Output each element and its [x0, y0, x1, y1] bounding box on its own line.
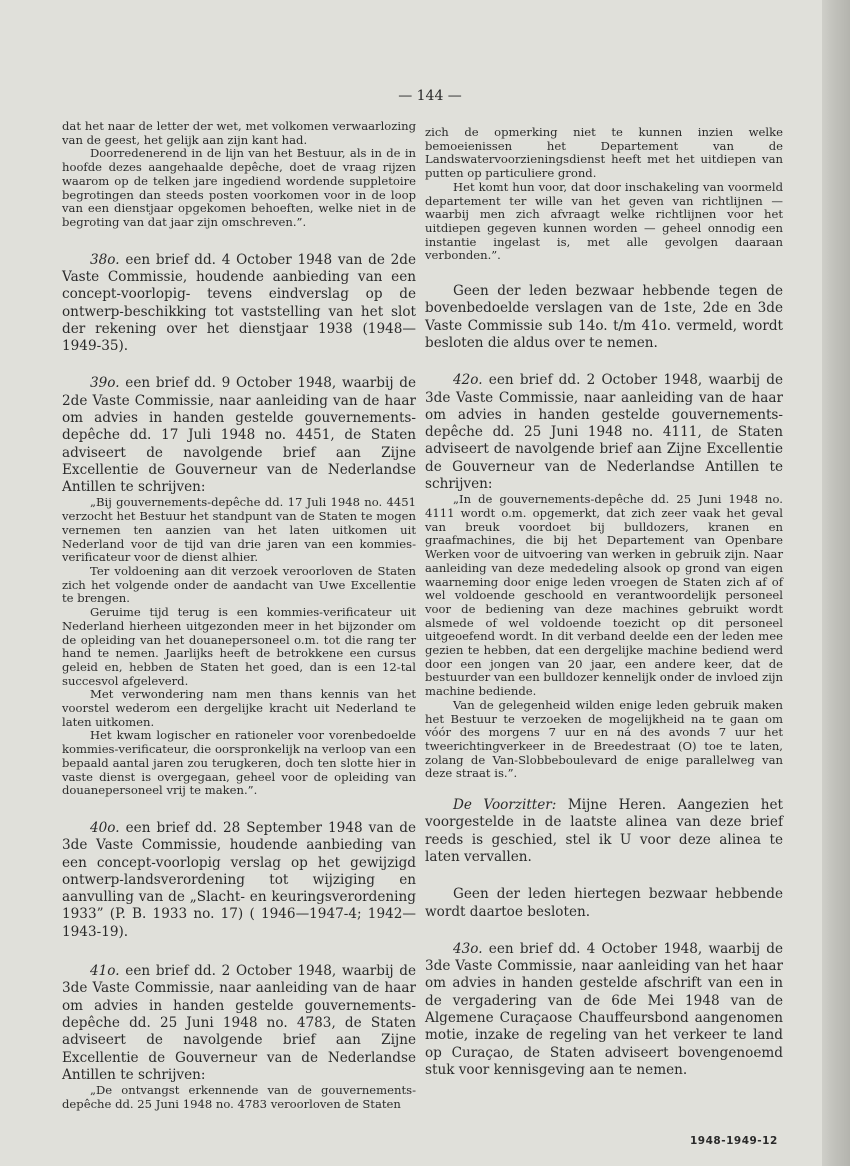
item-number: 41o. [90, 963, 120, 980]
item-text: een brief dd. 4 October 1948 van de 2de Vaste Commissie, houdende aanbieding van een concept-voorlopig- tevens eindverslag op de ontwerp-beschikking tot vaststelling van het slot der rekening over het dienstjaar 1938 (1948—1949-35). [62, 251, 416, 355]
item-text: een brief dd. 9 October 1948, waarbij de 2de Vaste Commissie, naar aanleiding van de haar om advies in handen gestelde gouvernements-depêche dd. 17 Juli 1948 no. 4451, de Staten adviseert de navolgende brief aan Zijne Excellentie de Gouverneur van de Nederlandse Antillen te schrijven: [62, 375, 416, 496]
speaker-label: De Voorzitter: [453, 797, 557, 814]
speaker-text: Mijne Heren. Aangezien het voorgestelde in de laatste alinea van deze brief reeds is geschied, stel ik U voor deze alinea te laten vervallen. [425, 797, 783, 865]
quote-paragraph: Met verwondering nam men thans kennis van het voorstel wederom een dergelijke kracht uit Nederland te laten uitkomen. [62, 687, 416, 729]
decision-paragraph: Geen der leden bezwaar hebbende tegen de bovenbedoelde verslagen van de 1ste, 2de en 3de Vaste Commissie sub 14o. t/m 41o. vermeld, wordt besloten die aldus over te nemen. [425, 283, 783, 351]
page-number: — 144 — [398, 88, 462, 104]
quote-paragraph: Het kwam logischer en rationeler voor vorenbedoelde kommies-verificateur, die oorspronkelijk na verloop van een bepaald aantal jaren zou terugkeren, doch ten slotte hier in vaste dienst is overgegaan, geheel voor de opleiding van douanepersoneel vrij te maken.”. [62, 728, 416, 798]
agenda-item-42 [425, 372, 783, 493]
item-text: een brief dd. 4 October 1948, waarbij de 3de Vaste Commissie, naar aanleiding van het haar om advies in handen gestelde afschrift van een in de vergadering van de 6de Mei 1948 van de Algemene Curaçaose Chauffeursbond aangenomen motie, inzake de regeling van het verkeer te land op Curaçao, de Staten adviseert bovengenoemd stuk voor kennisgeving aan te nemen. [425, 940, 783, 1078]
agenda-item-41 [62, 963, 416, 1084]
quote-paragraph: „De ontvangst erkennende van de gouvernements-depêche dd. 25 Juni 1948 no. 4783 veroorloven de Staten [62, 1083, 416, 1111]
paragraph: Het komt hun voor, dat door inschakeling van voormeld departement ter wille van het geven van richtlijnen — waarbij men zich afvraagt welke richtlijnen voor het uitdiepen gegeven kunnen worden — geheel onnodig een instantie ingelast is, met alle gevolgen daaraan verbonden.”. [425, 179, 783, 263]
quote-paragraph: „Bij gouvernements-depêche dd. 17 Juli 1948 no. 4451 verzocht het Bestuur het standpunt van de Staten te mogen vernemen ten aanzien van het laten uitkomen uit Nederland voor de tijd van drie jaren van een kommies-verificateur voor de dienst alhier. [62, 495, 416, 565]
item-number: 42o. [453, 372, 483, 389]
item-number: 40o. [90, 819, 120, 836]
right-column [425, 126, 783, 1079]
paragraph: Doorredenerend in de lijn van het Bestuur, als in de in hoofde dezes aangehaalde depêche, doet de vraag rijzen waarom op de telken jare ingediend wordende suppletoire begrotingen dan steeds posten voorkomen voor in de loop van een dienstjaar opgekomen behoeften, welke niet in de begroting van dat jaar zijn omschreven.”. [62, 146, 416, 229]
page-edge-shadow [822, 0, 850, 1166]
document-code: 1948-1949-12 [690, 1135, 778, 1147]
item-text: een brief dd. 2 October 1948, waarbij de 3de Vaste Commissie, naar aanleiding van de haar om advies in handen gestelde gouvernements-depêche dd. 25 Juni 1948 no. 4111, de Staten adviseert de navolgende brief aan Zijne Excellentie de Gouverneur van de Nederlandse Antillen te schrijven: [425, 372, 783, 492]
agenda-item-38 [62, 252, 416, 356]
quote-paragraph: Van de gelegenheid wilden enige leden gebruik maken het Bestuur te verzoeken de mogelijkheid na te gaan om vóór des morgens 7 uur en ná des avonds 7 uur het tweerichtingverkeer in de Breedestraat (O) toe te laten, zolang de Van-Slobbeboulevard de enige parallelweg van deze straat is.”. [425, 697, 783, 781]
item-number: 39o. [90, 375, 120, 392]
quote-paragraph: „In de gouvernements-depêche dd. 25 Juni 1948 no. 4111 wordt o.m. opgemerkt, dat zich zeer vaak het geval van breuk voordoet bij bulldozers, kranen en graafmachines, die bij het Departement van Openbare Werken voor de uitvoering van werken in gebruik zijn. Naar aanleiding van deze mededeling alsook op grond van eigen waarneming door enige leden vroegen de Staten zich af of wel voldoende geschoold en verantwoordelijk personeel voor de bediening van deze machines gebruikt wordt alsmede of wel voldoende toezicht op dit personeel uitgeoefend wordt. In dit verband deelde een der leden mee gezien te hebben, dat een dergelijke machine bediend werd door een jongen van 20 jaar, een andere keer, dat de bestuurder van een bulldozer kennelijk onder de invloed zijn machine bediende. [425, 492, 783, 699]
item-number: 38o. [90, 251, 120, 268]
decision-paragraph: Geen der leden hiertegen bezwaar hebbende wordt daartoe besloten. [425, 886, 783, 920]
left-column [62, 120, 416, 1112]
paragraph: zich de opmerking niet te kunnen inzien welke bemoeienissen het Departement van de Landswatervoorzieningsdienst heeft met het uitdiepen van putten op particuliere grond. [425, 125, 783, 181]
agenda-item-43 [425, 941, 783, 1079]
item-number: 43o. [453, 940, 483, 957]
item-text: een brief dd. 2 October 1948, waarbij de 3de Vaste Commissie, naar aanleiding van de haar om advies in handen gestelde gouvernements-depêche dd. 25 Juni 1948 no. 4783, de Staten adviseert de navolgende brief aan Zijne Excellentie de Gouverneur van de Nederlandse Antillen te schrijven: [62, 963, 416, 1083]
agenda-item-39 [62, 375, 416, 496]
quote-paragraph: Ter voldoening aan dit verzoek veroorloven de Staten zich het volgende onder de aandacht van Uwe Excellentie te brengen. [62, 564, 416, 606]
quote-paragraph: Geruime tijd terug is een kommies-verificateur uit Nederland hierheen uitgezonden meer in het bijzonder om de opleiding van het douanepersoneel o.m. tot die rang ter hand te nemen. Jaarlijks heeft de betrokkene een cursus geleid en, hebben de Staten het goed, dan is een 12-tal succesvol afgeleverd. [62, 605, 416, 688]
agenda-item-40 [62, 820, 416, 941]
paragraph: dat het naar de letter der wet, met volkomen verwaarlozing van de geest, het gelijk aan zijn kant had. [62, 119, 416, 147]
item-text: een brief dd. 28 September 1948 van de 3de Vaste Commissie, houdende aanbieding van een concept-voorlopig verslag op het gewijzigd ontwerp-landsverordening tot wijziging en aanvulling van de „Slacht- en keuringsverordening 1933” (P. B. 1933 no. 17) ( 1946—1947-4; 1942—1943-19). [62, 819, 416, 940]
chairman-statement [425, 797, 783, 866]
